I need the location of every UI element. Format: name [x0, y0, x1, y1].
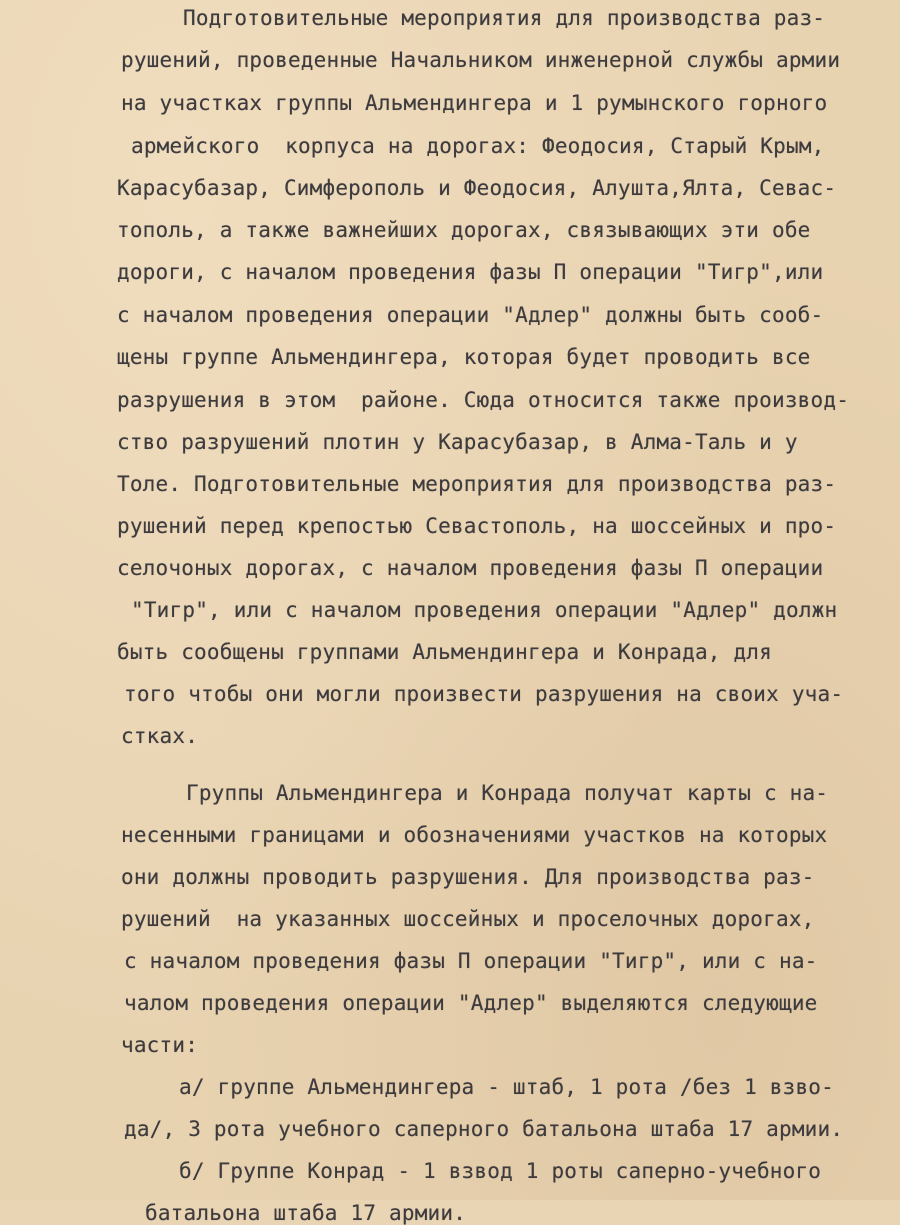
text-line: Группы Альмендингера и Конрада получат карты с на- [186, 781, 829, 805]
text-line: тополь, а также важнейших дорогах, связывающих эти обе [117, 218, 811, 242]
text-line: несенными границами и обозначениями участков на которых [121, 823, 828, 847]
text-line: батальона штаба 17 армии. [145, 1201, 467, 1225]
text-line: разрушения в этом районе. Сюда относится также производ- [117, 388, 850, 412]
text-line: рушений перед крепостью Севастополь, на шоссейных и про- [117, 514, 837, 538]
text-line: рушений, проведенные Начальником инженерной службы армии [121, 48, 841, 72]
text-line: на участках группы Альмендингера и 1 румынского горного [121, 91, 828, 115]
text-line: армейского корпуса на дорогах: Феодосия, Старый Крым, [131, 134, 825, 158]
text-line: Карасубазар, Симферополь и Феодосия, Алушта,Ялта, Севас- [117, 176, 837, 200]
text-line: ство разрушений плотин у Карасубазар, в Алма-Таль и у [117, 430, 798, 454]
text-line: части: [121, 1033, 199, 1057]
text-line: быть сообщены группами Альмендингера и Конрада, для [117, 640, 772, 664]
text-line: селочоных дорогах, с началом проведения фазы П операции [117, 556, 824, 580]
text-line: Подготовительные мероприятия для производства раз- [183, 6, 826, 30]
text-line: а/ группе Альмендингера - штаб, 1 рота /без 1 взво- [179, 1075, 834, 1099]
text-line: "Тигр", или с началом проведения операции "Адлер" должн [131, 598, 838, 622]
text-line: с началом проведения фазы П операции "Тигр", или с на- [124, 949, 818, 973]
text-line: стках. [121, 724, 199, 748]
text-line: щены группе Альмендингера, которая будет проводить все [117, 345, 811, 369]
text-line: рушений на указанных шоссейных и проселочных дорогах, [121, 907, 815, 931]
text-line: они должны проводить разрушения. Для производства раз- [121, 865, 815, 889]
text-line: дороги, с началом проведения фазы П операции "Тигр",или [117, 260, 824, 284]
text-line: да/, 3 рота учебного саперного батальона штаба 17 армии. [124, 1117, 844, 1141]
text-line: того чтобы они могли произвести разрушения на своих уча- [124, 682, 844, 706]
text-line: чалом проведения операции "Адлер" выделяются следующие [124, 991, 818, 1015]
text-line: б/ Группе Конрад - 1 взвод 1 роты саперно-учебного [179, 1159, 822, 1183]
text-line: с началом проведения операции "Адлер" должны быть сооб- [117, 303, 824, 327]
text-line: Толе. Подготовительные мероприятия для производства раз- [117, 472, 837, 496]
